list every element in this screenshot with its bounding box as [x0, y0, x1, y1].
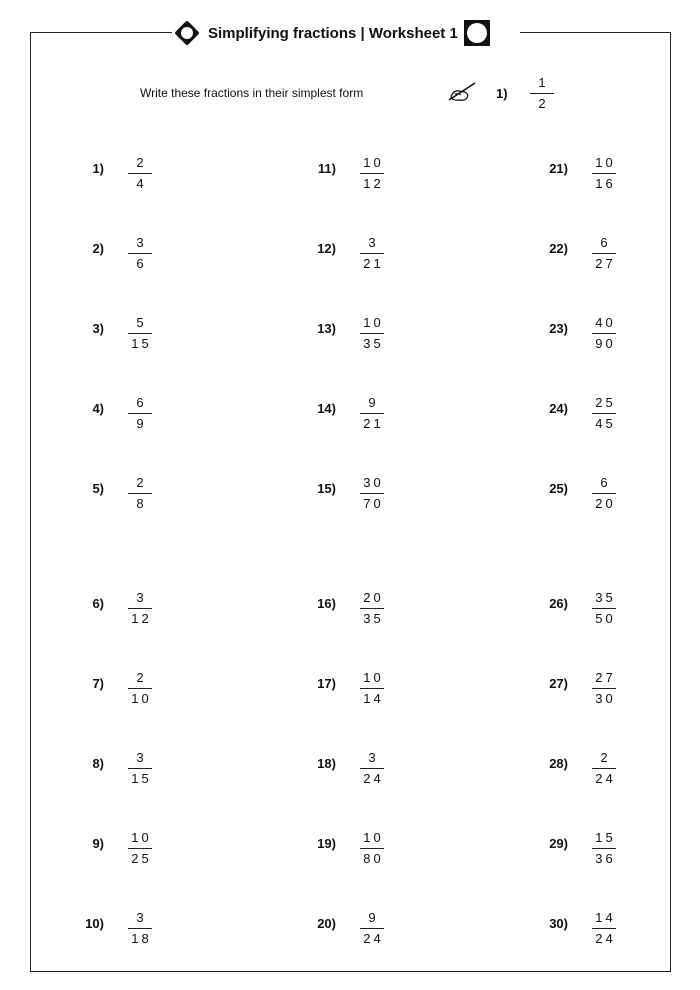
numerator: 6: [600, 235, 611, 250]
problem-label: 17): [317, 676, 336, 691]
problem-fraction: [128, 315, 152, 352]
denominator: 10: [131, 691, 152, 706]
problem-fraction: [360, 315, 384, 352]
problem-fraction: [592, 910, 616, 947]
problem-label: 26): [549, 596, 568, 611]
denominator: 8: [136, 496, 147, 511]
denominator: 15: [131, 771, 152, 786]
problem-label: 14): [317, 401, 336, 416]
problem-label: 10): [85, 916, 104, 931]
instruction-text: Write these fractions in their simplest form: [140, 86, 364, 100]
fraction-bar: [592, 768, 616, 769]
problem-fraction: [592, 395, 616, 432]
denominator: 24: [363, 931, 384, 946]
denominator: 35: [363, 336, 384, 351]
denominator: 27: [595, 256, 616, 271]
fraction-bar: [592, 493, 616, 494]
problem-fraction: [592, 590, 616, 627]
numerator: 9: [368, 910, 379, 925]
numerator: 10: [363, 670, 384, 685]
numerator: 10: [131, 830, 152, 845]
numerator: 30: [363, 475, 384, 490]
denominator: 6: [136, 256, 147, 271]
numerator: 14: [595, 910, 616, 925]
denominator: 16: [595, 176, 616, 191]
denominator: 15: [131, 336, 152, 351]
fraction-bar: [128, 928, 152, 929]
numerator: 5: [136, 315, 147, 330]
fraction-bar: [360, 768, 384, 769]
problem-fraction: [592, 235, 616, 272]
problem-label: 3): [92, 321, 104, 336]
numerator: 40: [595, 315, 616, 330]
frame-top-right: [520, 32, 671, 33]
numerator: 3: [136, 590, 147, 605]
problem-label: 8): [92, 756, 104, 771]
numerator: 2: [136, 155, 147, 170]
numerator: 3: [368, 235, 379, 250]
fraction-bar: [360, 848, 384, 849]
numerator: 27: [595, 670, 616, 685]
problem-label: 9): [92, 836, 104, 851]
numerator: 10: [363, 315, 384, 330]
numerator: 2: [600, 750, 611, 765]
numerator: 2: [136, 475, 147, 490]
square-circle-icon: [464, 20, 490, 46]
denominator: 21: [363, 416, 384, 431]
problem-fraction: [592, 155, 616, 192]
problem-fraction: [128, 590, 152, 627]
fraction-bar: [128, 688, 152, 689]
denominator: 30: [595, 691, 616, 706]
problem-fraction: [360, 395, 384, 432]
problem-label: 6): [92, 596, 104, 611]
fraction-bar: [128, 848, 152, 849]
numerator: 35: [595, 590, 616, 605]
fraction-bar: [128, 333, 152, 334]
denominator: 35: [363, 611, 384, 626]
fraction-bar: [128, 493, 152, 494]
denominator: 45: [595, 416, 616, 431]
problem-label: 11): [317, 161, 336, 176]
problem-fraction: [128, 235, 152, 272]
numerator: 3: [136, 235, 147, 250]
problem-fraction: [128, 830, 152, 867]
problem-label: 20): [317, 916, 336, 931]
problem-fraction: [128, 155, 152, 192]
fraction-bar: [360, 493, 384, 494]
problem-fraction: [360, 235, 384, 272]
fraction-bar: [592, 848, 616, 849]
problem-fraction: [128, 750, 152, 787]
problem-fraction: [360, 475, 384, 512]
fraction-bar: [360, 413, 384, 414]
fraction-bar: [128, 253, 152, 254]
numerator: 3: [368, 750, 379, 765]
problem-fraction: [128, 910, 152, 947]
problem-fraction: [360, 670, 384, 707]
problem-fraction: [360, 750, 384, 787]
fraction-bar: [592, 608, 616, 609]
problem-label: 27): [549, 676, 568, 691]
problem-fraction: [592, 475, 616, 512]
problem-label: 5): [92, 481, 104, 496]
numerator: 10: [595, 155, 616, 170]
fraction-bar: [360, 333, 384, 334]
problem-label: 25): [549, 481, 568, 496]
fraction-bar: [530, 93, 554, 94]
fraction-bar: [592, 688, 616, 689]
numerator: 3: [136, 910, 147, 925]
problem-label: 30): [549, 916, 568, 931]
problem-label: 1): [92, 161, 104, 176]
fraction-bar: [360, 173, 384, 174]
denominator: 50: [595, 611, 616, 626]
numerator: 6: [136, 395, 147, 410]
problem-fraction: [592, 315, 616, 352]
problem-label: 21): [549, 161, 568, 176]
example-fraction: [530, 75, 554, 112]
problem-label: 22): [549, 241, 568, 256]
denominator: 80: [363, 851, 384, 866]
fraction-bar: [360, 608, 384, 609]
denominator: 9: [136, 416, 147, 431]
denominator: 25: [131, 851, 152, 866]
problem-label: 15): [317, 481, 336, 496]
problem-label: 24): [549, 401, 568, 416]
problem-label: 4): [92, 401, 104, 416]
problem-fraction: [360, 155, 384, 192]
problem-fraction: [360, 910, 384, 947]
fraction-bar: [360, 253, 384, 254]
denominator: 36: [595, 851, 616, 866]
denominator: 2: [538, 96, 549, 111]
denominator: 24: [363, 771, 384, 786]
pencil-hand-icon: [445, 80, 479, 104]
denominator: 20: [595, 496, 616, 511]
numerator: 6: [600, 475, 611, 490]
example-label: 1): [496, 86, 508, 101]
fraction-bar: [592, 413, 616, 414]
problem-fraction: [592, 750, 616, 787]
problem-label: 13): [317, 321, 336, 336]
worksheet-title: Simplifying fractions | Worksheet 1: [208, 24, 458, 42]
denominator: 12: [363, 176, 384, 191]
problem-fraction: [360, 830, 384, 867]
denominator: 12: [131, 611, 152, 626]
denominator: 14: [363, 691, 384, 706]
fraction-bar: [128, 173, 152, 174]
fraction-bar: [360, 688, 384, 689]
numerator: 25: [595, 395, 616, 410]
numerator: 2: [136, 670, 147, 685]
problem-fraction: [128, 670, 152, 707]
denominator: 70: [363, 496, 384, 511]
problem-label: 16): [317, 596, 336, 611]
worksheet-header: [172, 18, 490, 48]
problem-label: 28): [549, 756, 568, 771]
problem-fraction: [128, 395, 152, 432]
numerator: 20: [363, 590, 384, 605]
numerator: 3: [136, 750, 147, 765]
problem-label: 7): [92, 676, 104, 691]
numerator: 10: [363, 830, 384, 845]
problem-label: 23): [549, 321, 568, 336]
fraction-bar: [592, 333, 616, 334]
numerator: 10: [363, 155, 384, 170]
denominator: 21: [363, 256, 384, 271]
problem-label: 18): [317, 756, 336, 771]
denominator: 24: [595, 771, 616, 786]
numerator: 1: [538, 75, 549, 90]
problem-fraction: [592, 670, 616, 707]
frame-top-left: [30, 32, 180, 33]
denominator: 4: [136, 176, 147, 191]
problem-fraction: [128, 475, 152, 512]
problem-label: 19): [317, 836, 336, 851]
denominator: 90: [595, 336, 616, 351]
numerator: 15: [595, 830, 616, 845]
problem-fraction: [360, 590, 384, 627]
denominator: 18: [131, 931, 152, 946]
problem-label: 12): [317, 241, 336, 256]
fraction-bar: [128, 608, 152, 609]
diamond-icon: [172, 18, 202, 48]
numerator: 9: [368, 395, 379, 410]
denominator: 24: [595, 931, 616, 946]
problem-fraction: [592, 830, 616, 867]
fraction-bar: [592, 173, 616, 174]
fraction-bar: [360, 928, 384, 929]
fraction-bar: [592, 928, 616, 929]
problem-label: 29): [549, 836, 568, 851]
fraction-bar: [128, 768, 152, 769]
worksheet-frame: [30, 32, 671, 972]
problem-label: 2): [92, 241, 104, 256]
fraction-bar: [128, 413, 152, 414]
fraction-bar: [592, 253, 616, 254]
